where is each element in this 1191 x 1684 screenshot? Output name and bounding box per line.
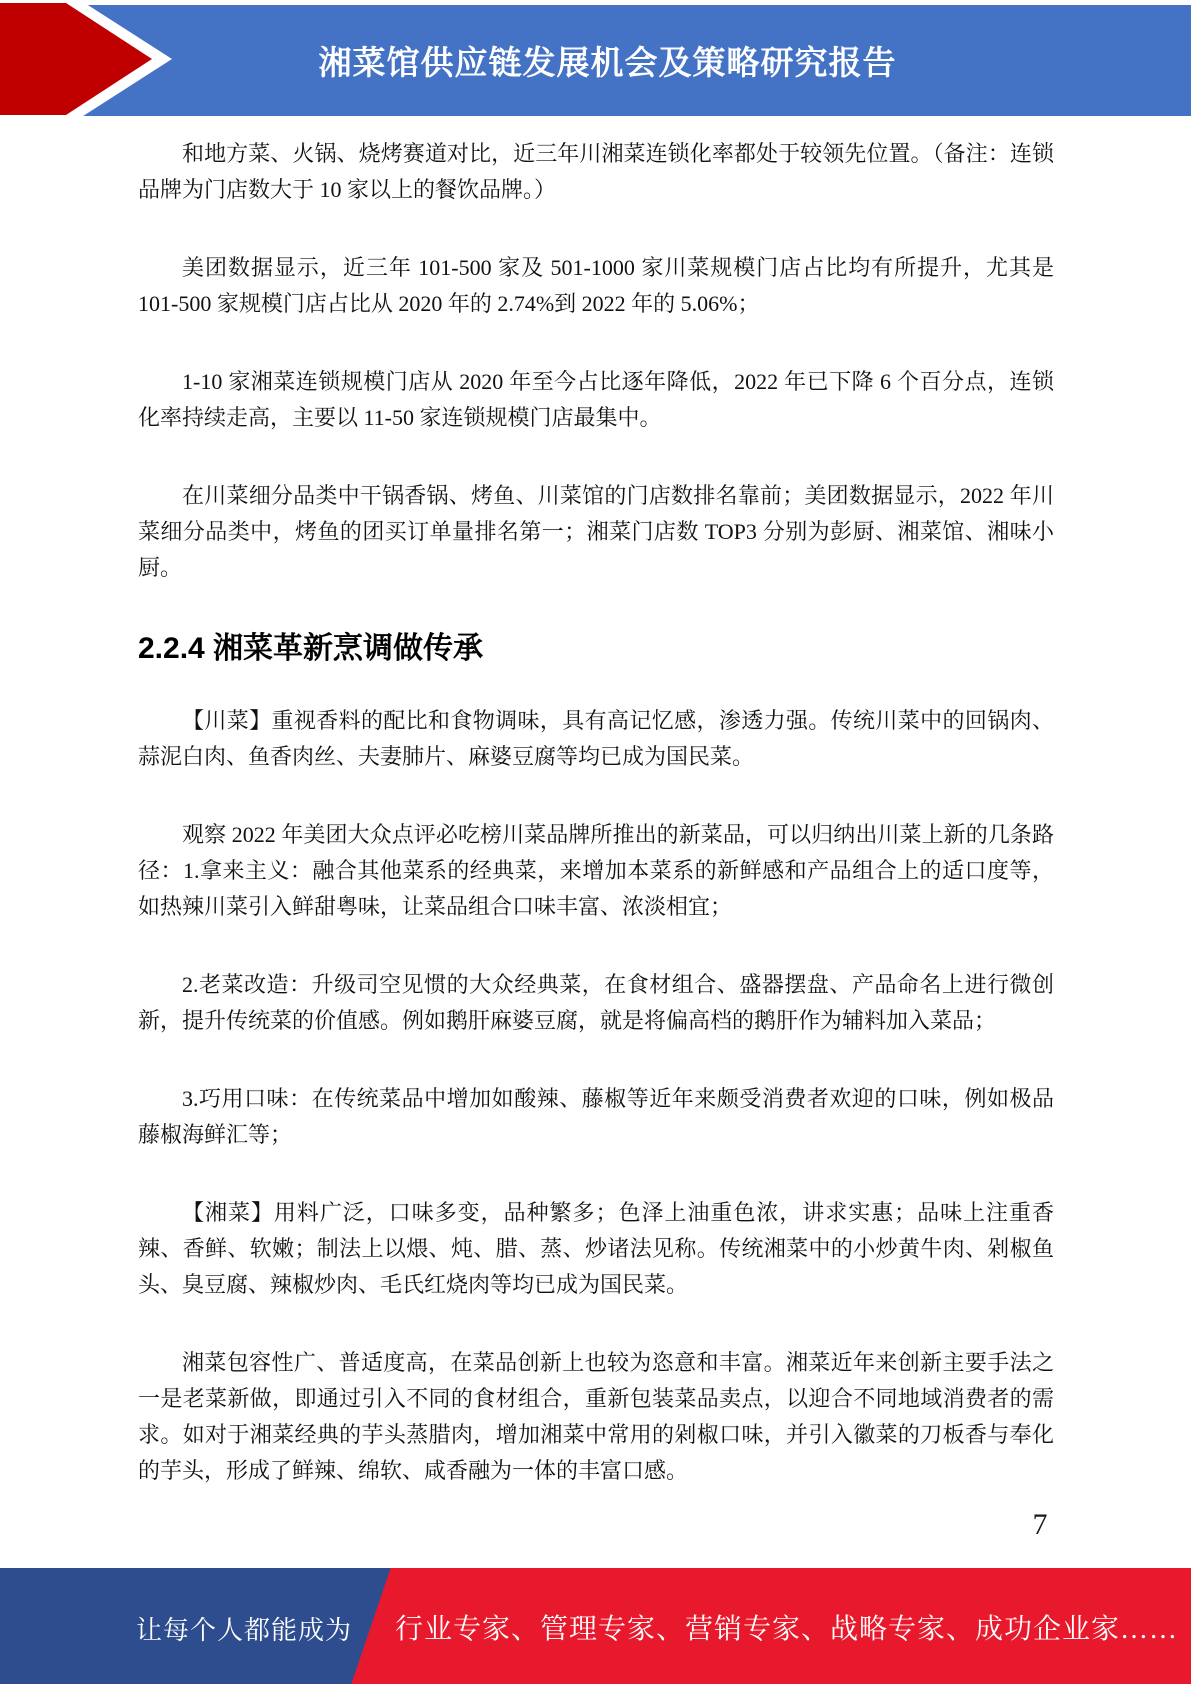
document-body: [138, 136, 1054, 1531]
page-title: 湘菜馆供应链发展机会及策略研究报告: [318, 44, 897, 81]
chevron-arrow-icon: [0, 0, 176, 118]
paragraph: 在川菜细分品类中干锅香锅、烤鱼、川菜馆的门店数排名靠前；美团数据显示，2022 年川菜细分品类中，烤鱼的团买订单量排名第一；湘菜门店数 TOP3 分别为彭厨、湘菜馆、湘味小厨。: [138, 483, 1054, 580]
header-bar: [24, 5, 1191, 116]
paragraph: 【川菜】重视香料的配比和食物调味，具有高记忆感，渗透力强。传统川菜中的回锅肉、蒜泥白肉、鱼香肉丝、夫妻肺片、麻婆豆腐等均已成为国民菜。: [138, 708, 1054, 769]
paragraph: 观察 2022 年美团大众点评必吃榜川菜品牌所推出的新菜品，可以归纳出川菜上新的几条路径：1.拿来主义：融合其他菜系的经典菜，来增加本菜系的新鲜感和产品组合上的适口度等，如热辣川菜引入鲜甜粤味，让菜品组合口味丰富、浓淡相宜；: [138, 822, 1054, 919]
paragraph: 【湘菜】用料广泛，口味多变，品种繁多；色泽上油重色浓，讲求实惠；品味上注重香辣、香鲜、软嫩；制法上以煨、炖、腊、蒸、炒诸法见称。传统湘菜中的小炒黄牛肉、剁椒鱼头、臭豆腐、辣椒炒肉、毛氏红烧肉等均已成为国民菜。: [138, 1200, 1054, 1297]
page-number: 7: [1032, 1508, 1048, 1541]
paragraph: 1-10 家湘菜连锁规模门店从 2020 年至今占比逐年降低，2022 年已下降 6 个百分点，连锁化率持续走高，主要以 11-50 家连锁规模门店最集中。: [138, 369, 1054, 430]
section-heading: 2.2.4 湘菜革新烹调做传承: [138, 632, 484, 665]
paragraph: 和地方菜、火锅、烧烤赛道对比，近三年川湘菜连锁化率都处于较领先位置。（备注：连锁品牌为门店数大于 10 家以上的餐饮品牌。）: [138, 141, 1054, 202]
paragraph: 3.巧用口味：在传统菜品中增加如酸辣、藤椒等近年来颇受消费者欢迎的口味，例如极品藤椒海鲜汇等；: [138, 1086, 1054, 1147]
footer-left-tagline: 让每个人都能成为: [135, 1616, 352, 1645]
paragraph: 湘菜包容性广、普适度高，在菜品创新上也较为恣意和丰富。湘菜近年来创新主要手法之一是老菜新做，即通过引入不同的食材组合，重新包装菜品卖点，以迎合不同地域消费者的需求。如对于湘菜经典的芋头蒸腊肉，增加湘菜中常用的剁椒口味，并引入徽菜的刀板香与奉化的芋头，形成了鲜辣、绵软、咸香融为一体的丰富口感。: [138, 1350, 1054, 1483]
footer: [0, 1568, 1191, 1684]
paragraph: 2.老菜改造：升级司空见惯的大众经典菜，在食材组合、盛器摆盘、产品命名上进行微创新，提升传统菜的价值感。例如鹅肝麻婆豆腐，就是将偏高档的鹅肝作为辅料加入菜品；: [138, 972, 1054, 1033]
paragraph: 美团数据显示，近三年 101-500 家及 501-1000 家川菜规模门店占比均有所提升，尤其是 101-500 家规模门店占比从 2020 年的 2.74%到 2022 年的 5.06%；: [138, 255, 1054, 316]
footer-right-tagline: 行业专家、管理专家、营销专家、战略专家、成功企业家……: [395, 1614, 1179, 1645]
